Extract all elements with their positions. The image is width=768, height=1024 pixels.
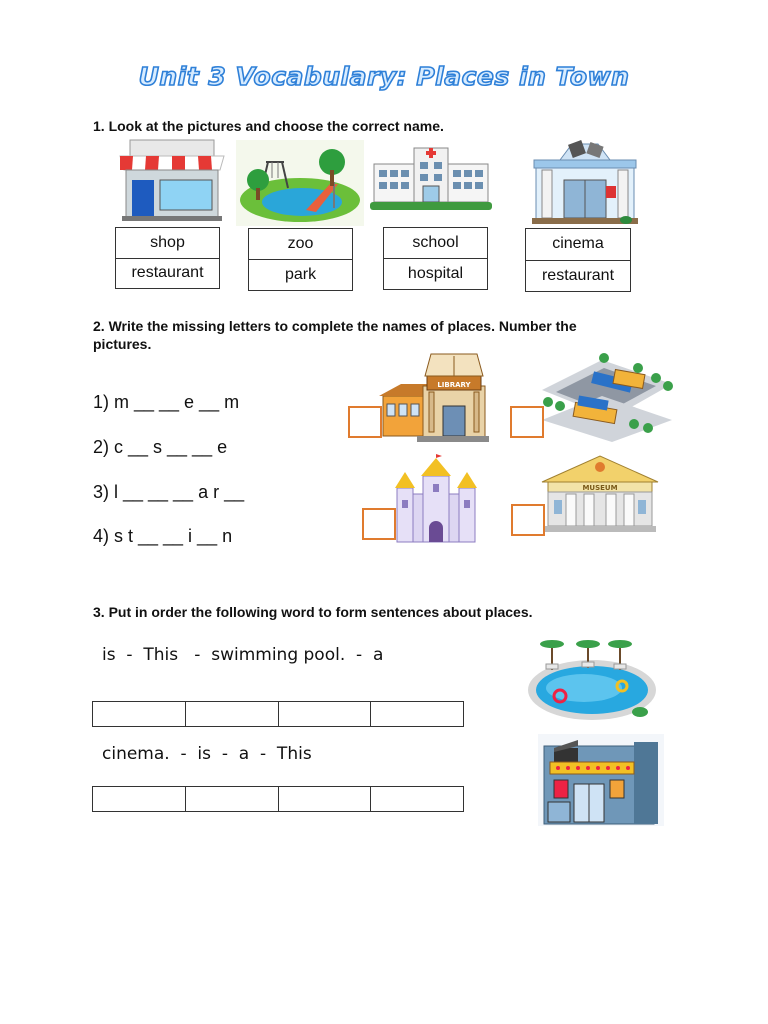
missing-letters-item-2[interactable]: 2) c __ s __ __ e [93, 437, 228, 457]
section2-instruction-line2: pictures. [93, 336, 152, 352]
missing-letters-item-1[interactable]: 1) m __ __ e __ m [93, 392, 240, 412]
missing-letters-item-3[interactable]: 3) l __ __ __ a r __ [93, 482, 245, 502]
answer-cell[interactable] [186, 787, 279, 811]
option-cinema[interactable]: cinema [552, 235, 604, 253]
answer-cell[interactable] [279, 787, 372, 811]
option-hospital[interactable]: hospital [384, 258, 487, 289]
answer-cell[interactable] [371, 787, 463, 811]
museum-icon [540, 452, 660, 534]
number-box-library[interactable] [348, 406, 382, 438]
cinema-building-icon [538, 734, 664, 826]
answer-cell[interactable] [93, 787, 186, 811]
option-restaurant[interactable]: restaurant [526, 260, 630, 292]
park-icon [236, 140, 364, 226]
castle-icon [393, 454, 479, 544]
choice-group-3 [383, 227, 488, 290]
section2-instruction-line1: 2. Write the missing letters to complete the names of places. Number the [93, 318, 577, 334]
section3-instruction: 3. Put in order the following word to form sentences about places. [93, 604, 533, 620]
option-park[interactable]: park [249, 259, 352, 290]
scrambled-sentence-2: cinema. - is - a - This [102, 744, 312, 764]
choice-group-4 [525, 228, 631, 292]
answer-cell[interactable] [279, 702, 372, 726]
section1-instruction: 1. Look at the pictures and choose the correct name. [93, 118, 444, 134]
answer-cell[interactable] [93, 702, 186, 726]
option-school[interactable]: school [412, 234, 459, 251]
cinema-icon [530, 140, 640, 226]
scrambled-sentence-1: is - This - swimming pool. - a [102, 645, 384, 665]
number-box-bus-station[interactable] [510, 406, 544, 438]
shop-icon [118, 140, 226, 222]
library-sign: LIBRARY [437, 381, 471, 389]
option-zoo[interactable]: zoo [287, 235, 314, 252]
number-box-museum[interactable] [511, 504, 545, 536]
swimming-pool-icon [524, 638, 664, 724]
hospital-icon [370, 146, 492, 212]
choice-group-1 [115, 227, 220, 289]
missing-letters-item-4[interactable]: 4) s t __ __ i __ n [93, 526, 233, 546]
answer-cell[interactable] [371, 702, 463, 726]
worksheet-title: Unit 3 Vocabulary: Places in Town [138, 62, 630, 91]
bus-station-icon [538, 350, 674, 442]
choice-group-2 [248, 228, 353, 291]
answer-cell[interactable] [186, 702, 279, 726]
library-icon [377, 352, 489, 444]
option-restaurant[interactable]: restaurant [116, 258, 219, 289]
museum-sign: MUSEUM [582, 484, 618, 492]
answer-row-2 [92, 786, 464, 812]
answer-row-1 [92, 701, 464, 727]
number-box-castle[interactable] [362, 508, 396, 540]
option-shop[interactable]: shop [150, 233, 185, 251]
